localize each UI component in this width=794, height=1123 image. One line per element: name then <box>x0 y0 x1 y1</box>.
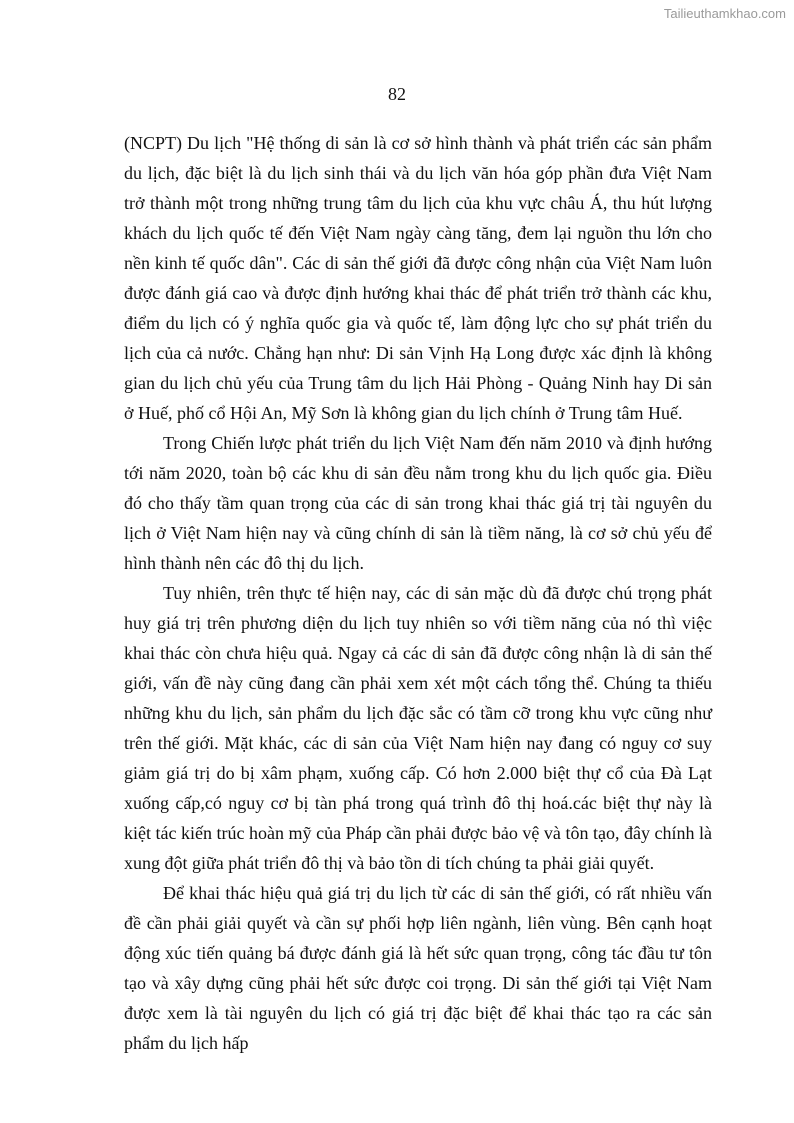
paragraph-strategy: Trong Chiến lược phát triển du lịch Việt Nam đến năm 2010 và định hướng tới năm 2020, toàn bộ các khu di sản đều nằm trong khu du lịch quốc gia. Điều đó cho thấy tầm quan trọng của các di sản trong khai thác giá trị tài nguyên du lịch ở Việt Nam hiện nay và cũng chính di sản là tiềm năng, là cơ sở chủ yếu để hình thành nên các đô thị du lịch. <box>124 433 712 573</box>
paragraph-challenges: Tuy nhiên, trên thực tế hiện nay, các di sản mặc dù đã được chú trọng phát huy giá trị trên phương diện du lịch tuy nhiên so với tiềm năng của nó thì việc khai thác còn chưa hiệu quả. Ngay cả các di sản đã được công nhận là di sản thế giới, vấn đề này cũng đang cần phải xem xét một cách tổng thể. Chúng ta thiếu những khu du lịch, sản phẩm du lịch đặc sắc có tầm cỡ trong khu vực cũng như trên thế giới. Mặt khác, các di sản của Việt Nam hiện nay đang có nguy cơ suy giảm giá trị do bị xâm phạm, xuống cấp. Có hơn 2.000 biệt thự cổ của Đà Lạt xuống cấp,có nguy cơ bị tàn phá trong quá trình đô thị hoá.các biệt thự này là kiệt tác kiến trúc hoàn mỹ của Pháp cần phải được bảo vệ và tôn tạo, đây chính là xung đột giữa phát triển đô thị và bảo tồn di tích chúng ta phải giải quyết. <box>124 583 712 873</box>
page-number: 82 <box>388 84 406 104</box>
paragraph-continuation: (NCPT) Du lịch "Hệ thống di sản là cơ sở hình thành và phát triển các sản phẩm du lịch, đặc biệt là du lịch sinh thái và du lịch văn hóa góp phần đưa Việt Nam trở thành một trong những trung tâm du lịch của khu vực châu Á, thu hút lượng khách du lịch quốc tế đến Việt Nam ngày càng tăng, đem lại nguồn thu lớn cho nền kinh tế quốc dân". Các di sản thế giới đã được công nhận của Việt Nam luôn được đánh giá cao và được định hướng khai thác để phát triển trở thành các khu, điểm du lịch có ý nghĩa quốc gia và quốc tế, làm động lực cho sự phát triển du lịch của cả nước. Chẳng hạn như: Di sản Vịnh Hạ Long được xác định là không gian du lịch chủ yếu của Trung tâm du lịch Hải Phòng - Quảng Ninh hay Di sản ở Huế, phố cổ Hội An, Mỹ Sơn là không gian du lịch chính ở Trung tâm Huế. <box>124 133 712 423</box>
paragraph-exploitation: Để khai thác hiệu quả giá trị du lịch từ các di sản thế giới, có rất nhiều vấn đề cần phải giải quyết và cần sự phối hợp liên ngành, liên vùng. Bên cạnh hoạt động xúc tiến quảng bá được đánh giá là hết sức quan trọng, công tác đầu tư tôn tạo và xây dựng cũng phải hết sức được coi trọng. Di sản thế giới tại Việt Nam được xem là tài nguyên du lịch có giá trị đặc biệt để khai thác tạo ra các sản phẩm du lịch hấp <box>124 883 712 1053</box>
document-body <box>124 128 712 1058</box>
watermark: Tailieuthamkhao.com <box>663 6 786 21</box>
